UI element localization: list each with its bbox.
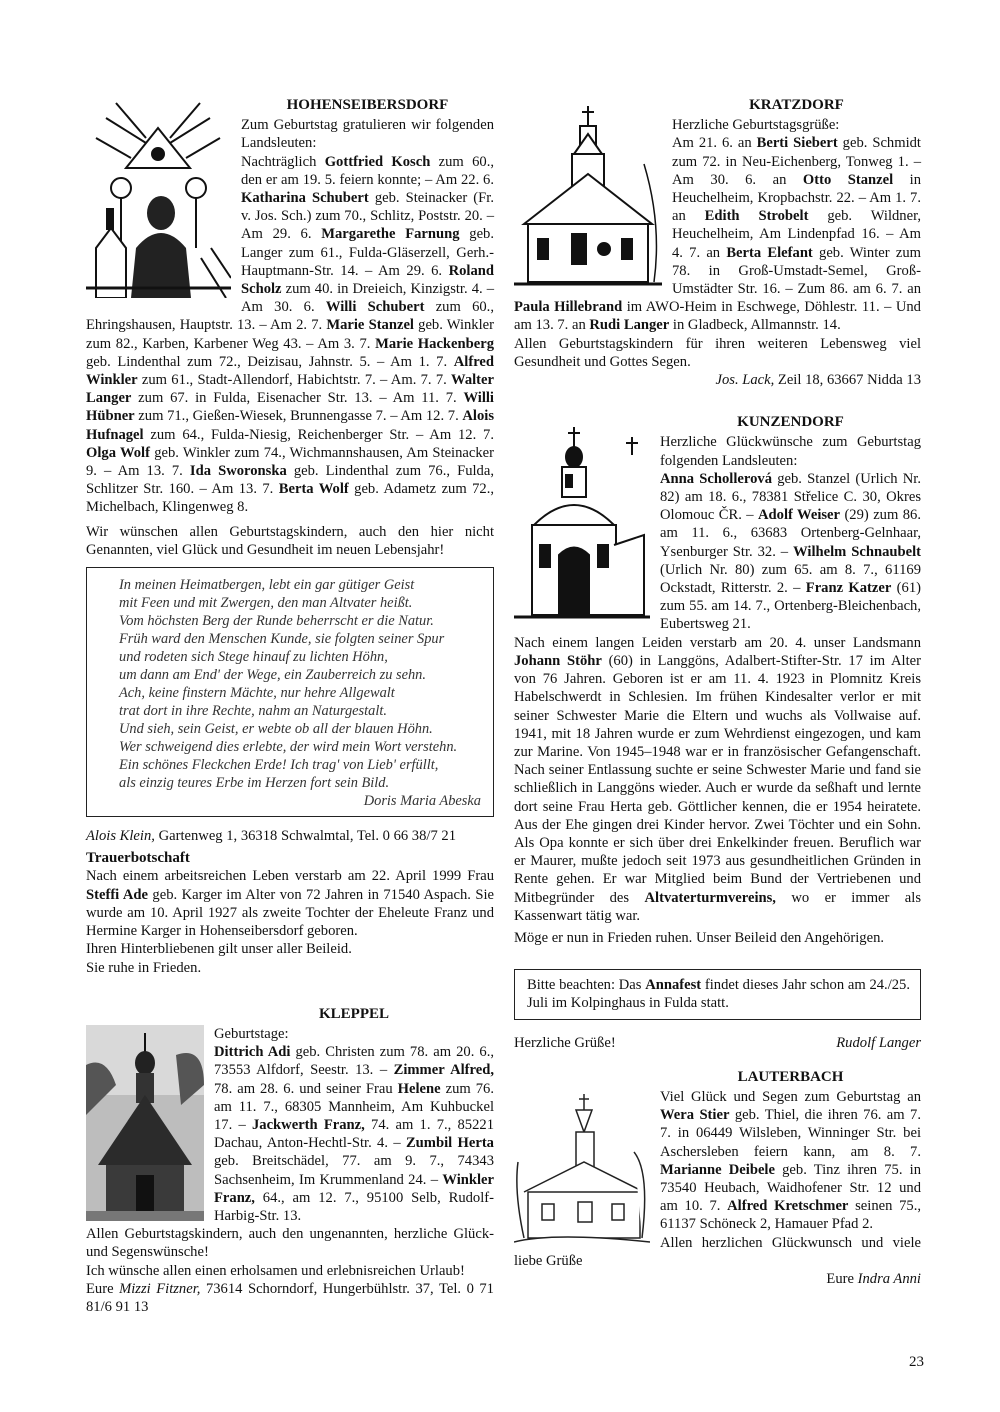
signature: Jos. Lack, Zeil 18, 63667 Nidda 13 [715, 372, 921, 389]
intro-text: Herzliche Glückwünsche zum Geburtstag folgenden Landsleuten: [660, 434, 921, 469]
section-title: LAUTERBACH [737, 1068, 844, 1085]
section-hohenseibersdorf [86, 96, 494, 559]
section-title: KLEPPEL [318, 1005, 389, 1022]
poem-line: mit Feen und mit Zwergen, den man Altvater heißt. [119, 595, 413, 612]
village-church-sketch-icon [514, 1092, 650, 1246]
closing-text: Wir wünschen allen Geburtstagskindern, auch den hier nicht Genannten, viel Glück und Gesundheit im neuen Lebensjahr! [86, 523, 494, 558]
poem-line: trat dort in ihre Rechte, nahm an Naturgestalt. [119, 703, 387, 720]
poem-line: Früh ward den Menschen Kunde, sie folgten seiner Spur [119, 631, 445, 648]
birthday-list: Dittrich Adi geb. Christen zum 78. am 20. 6., 73553 Alfdorf, Seestr. 13. – Zimmer Alfred, 78. am 28. 6. und seiner Frau Helene zum 76. am 11. 7., 68305 Mannheim, Am Kuhbuckel 17. – Jackwerth Franz, 74. am 1. 7., 85221 Dachau, Anton-Hechtl-Str. 4. – Zumbil Herta geb. Breitschädel, 77. am 9. 7., 74343 Sachsenheim, Im Krummenland 24. – Winkler Franz, 64., am 12. 7., 95100 Selb, Rudolf-Harbig-Str. 13. [214, 1044, 494, 1224]
right-column [514, 96, 921, 1288]
section-title: KRATZDORF [749, 97, 844, 113]
poem-line: Und sieh, sein Geist, er webte ob all der blauen Höhn. [119, 721, 433, 738]
section-kunzendorf [514, 413, 921, 947]
contact-line: Alois Klein, Gartenweg 1, 36318 Schwalmtal, Tel. 0 66 38/7 21 [86, 828, 456, 845]
closing-text-2: Ich wünsche allen einen erholsamen und erlebnisreichen Urlaub! [86, 1262, 465, 1279]
poem-line: und rodeten sich Stege hinauf zu lichten Höhn, [119, 649, 388, 666]
birthday-list: Nachträglich Gottfried Kosch zum 60., den er am 19. 5. feiern konnte; – Am 22. 6. Katharina Schubert geb. Steinacker (Fr. v. Jos. Sch.) zum 70., Schlitz, Poststr. 20. – Am 29. 6. Margarethe Farnung geb. Langer zum 61., Fulda-Gläserzell, Gerh.-Hauptmann-Str. 14. – Am 29. 6. Roland Scholz zum 40. in Dreieich, Kinzigstr. 4. – Am 30. 6. Willi Schubert zum 60., Ehringshausen, Hauptstr. 13. – Am 2. 7. Marie Stanzel geb. Winkler zum 82., Karben, Karbener Weg 43. – Am 3. 7. Marie Hackenberg geb. Lindenthal zum 72., Deizisau, Jahnstr. 5. – Am 1. 7. Alfred Winkler zum 61., Stadt-Allendorf, Habichtstr. 7. – Am. 7. 7. Walter Langer zum 67. in Fulda, Eisenacher Str. 13. – Am 11. 7. Willi Hübner zum 71., Gießen-Wiesek, Brunnengasse 7. – Am 12. 7. Alois Hufnagel zum 64., Fulda-Niesig, Reichenberger Str. – Am 12. 7. Olga Wolf geb. Winkler zum 74., Wichmannshausen, Am Steinacker 9. – Am 13. 7. Ida Sworonska geb. Lindenthal zum 76., Fulda, Schlitzer Str. 160. – Am 13. 7. Berta Wolf geb. Adametz zum 72., Michelbach, Klingenweg 8. [86, 153, 495, 516]
closing-text: Allen Geburtstagskindern, auch den ungenannten, herzliche Glück- und Segenswünsche! [86, 1226, 494, 1261]
closing-text: Allen herzlichen Glückwunsch und viele liebe Grüße [514, 1234, 921, 1269]
page-number: 23 [909, 1354, 924, 1370]
farewell-text: Sie ruhe in Frieden. [86, 959, 202, 976]
notice-box [514, 969, 921, 1019]
birthday-list: Am 21. 6. an Berti Siebert geb. Schmidt zum 72. in Neu-Eichenberg, Tonweg 1. – Am 30. 6. an Otto Stanzel in Heuchelheim, Kropbachstr. 22. – Am 1. 7. an Edith Strobelt geb. Wildner, Heuchelheim, Am Lindenpfad 16. – Am 4. 7. an Berta Elefant geb. Winter zum 78. in Groß-Umstadt-Semel, Groß-Umstädter Str. 16. – Zum 86. am 6. 7. an Paula Hillebrand im AWO-Heim in Eschwege, Döhlestr. 11. – Und am 13. 7. an Rudi Langer in Gladbeck, Allmannstr. 14. [514, 135, 922, 334]
condolence-text: Ihren Hinterbliebenen gilt unser aller Beileid. [86, 941, 352, 958]
poem-line: Ach, keine finstern Mächte, nur hehre Allgewalt [119, 685, 395, 702]
notice-text: Bitte beachten: Das Annafest findet dieses Jahr schon am 24./25. Juli im Kolpinghaus in Fulda statt. [527, 977, 910, 1012]
subtitle: Geburtstage: [214, 1025, 289, 1042]
church-drawing-icon [514, 104, 662, 290]
section-title: KUNZENDORF [737, 414, 844, 431]
greeting-text: Herzliche Grüße! [514, 1034, 616, 1051]
poem-line: In meinen Heimatbergen, lebt ein gar gütiger Geist [119, 577, 415, 594]
section-title: HOHENSEIBERSDORF [286, 97, 449, 113]
section-kleppel [86, 1005, 494, 1316]
obituary-text: Nach einem langen Leiden verstarb am 20. 4. unser Landsmann Johann Stöhr (60) in Langgöns, Adalbert-Stifter-Str. 17 im Alter von 76 Jahren. Geboren ist er am 11. 4. 1923 in Plomnitz Kreis Habelschwerdt in Schlesien. Im frühen Kindesalter verlor er mit seiner Schwester Marie die Eltern und wuchs als Vollwaise auf. 1941, mit 18 Jahren wurde er zum Wehrdienst eingezogen, und kam zur Marine. Von 1945–1948 war er in französischer Gefangenschaft. Nach seiner Entlassung suchte er seine Schwester Marie und fand sie schließlich in Langgöns wieder. Auch er wurde da seßhaft und lernte dort seine Frau Herta geb. Göttlicher kennen, die er 1954 heiratete. Aus der Ehe gingen drei Kinder hervor. Zwei Töchter und ein Sohn. Als Opa konnte er sich über drei Enkelkinder freuen. Beruflich war er Maurer, mußte jedoch seit 1973 aus gesundheitlichen Gründen in Rente gehen. Er war Mitglied beim Bund der Vertriebenen und Mitbegründer des Altvaterturmvereins, wo er immer als Kassenwart tätig war. [514, 634, 922, 924]
greeting-line [514, 1034, 921, 1052]
poem-line: Wer schweigend dies erlebte, der wird mein Wort verstehn. [119, 739, 458, 756]
poem-line: Ein schönes Fleckchen Erde! Ich trag' von Lieb' erfüllt, [119, 757, 439, 774]
left-column [86, 96, 494, 1316]
birthday-list: Viel Glück und Segen zum Geburtstag an Wera Stier geb. Thiel, die ihren 76. am 7. 7. in 06449 Wilsleben, Winninger Str. bei Aschersleben feiern kann, am 8. 7. Marianne Deibele geb. Tinz ihren 75. in 73540 Heubach, Waidhofener Str. 12 und am 10. 7. Alfred Kretschmer seinen 75., 61137 Schöneck 2, Hamauer Pfad 2. [660, 1088, 921, 1233]
baroque-church-drawing-icon [514, 425, 650, 625]
poem-line: Vom höchsten Berg der Runde beherrscht er die Natur. [119, 613, 434, 630]
signature: Eure Indra Anni [826, 1270, 921, 1287]
poem-box [86, 567, 494, 817]
intro-text: Herzliche Geburtstagsgrüße: [672, 117, 840, 134]
wooden-chapel-photo-icon [86, 1025, 204, 1221]
woodcut-saint-icon [86, 98, 231, 298]
section-title: Trauerbotschaft [86, 850, 190, 867]
birthday-list: Anna Schollerová geb. Stanzel (Urlich Nr. 82) am 18. 6., 78381 Střelice C. 30, Okres Olomouc ČR. – Adolf Weiser (29) zum 86. am 11. 6., 63683 Ortenberg-Gelnhaar, Ysenburger Str. 32. – Wilhelm Schnaubelt (Urlich Nr. 80) zum 65. am 8. 7., 61169 Ockstadt, Ritterstr. 2. – Franz Katzer (61) zum 55. am 14. 7., Ortenberg-Bleichenbach, Eubertsweg 21. [660, 470, 922, 633]
section-kratzdorf [514, 96, 921, 389]
poem-author: Doris Maria Abeska [363, 793, 481, 810]
section-trauerbotschaft [86, 849, 494, 976]
obituary-text: Nach einem arbeitsreichen Leben verstarb am 22. April 1999 Frau Steffi Ade geb. Karger im Alter von 72 Jahren in 71540 Aspach. Sie wurde am 10. April 1927 als zweite Tochter der Eheleute Franz und Hermine Karger in Hohenseibersdorf geboren. [86, 868, 494, 940]
intro-text: Zum Geburtstag gratulieren wir folgenden Landsleuten: [241, 117, 494, 152]
section-lauterbach [514, 1068, 921, 1288]
signature: Eure Mizzi Fitzner, 73614 Schorndorf, Hungerbühlstr. 37, Tel. 0 71 81/6 91 13 [86, 1280, 494, 1315]
closing-text: Allen Geburtstagskindern für ihren weiteren Lebensweg viel Gesundheit und Gottes Segen. [514, 335, 921, 370]
poem-line: als einzig teures Erbe im Herzen fort sein Bild. [119, 775, 390, 792]
poem-line: um dann am End' der Wege, ein Zauberreich zu sehn. [119, 667, 426, 684]
closing-text: Möge er nun in Frieden ruhen. Unser Beileid den Angehörigen. [514, 929, 885, 946]
greeting-author: Rudolf Langer [836, 1034, 921, 1051]
